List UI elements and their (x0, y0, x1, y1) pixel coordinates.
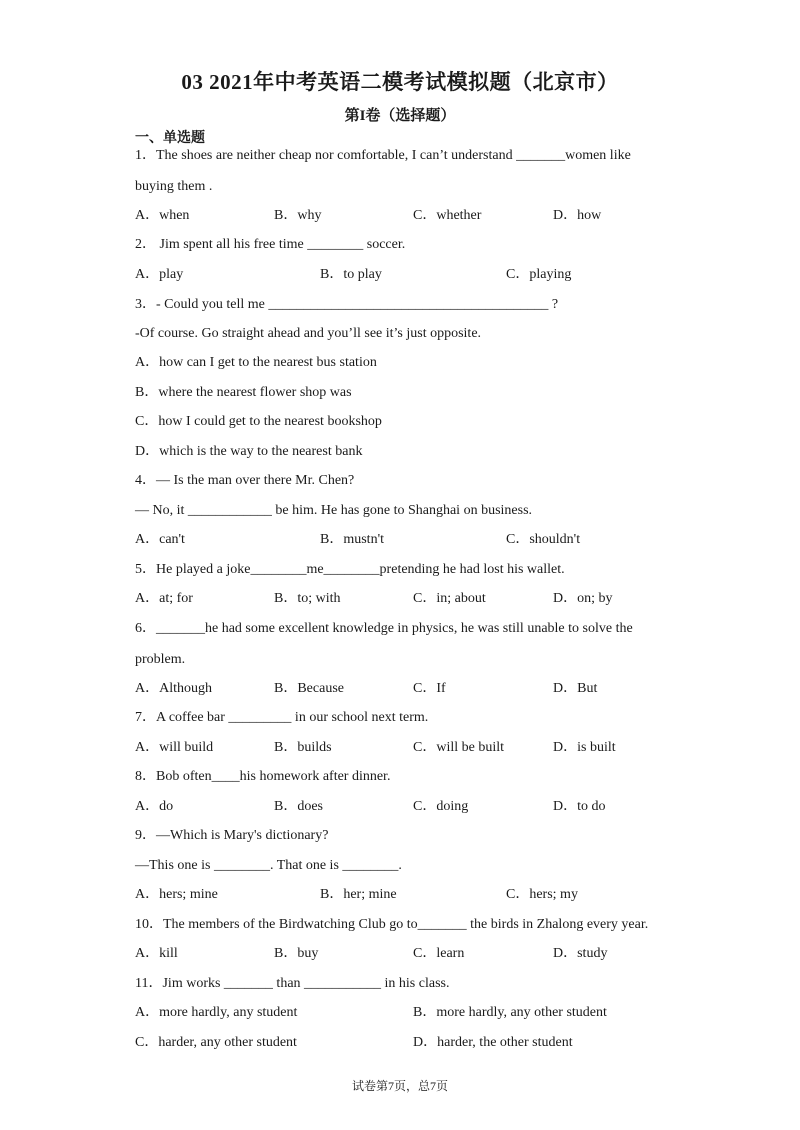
question-9-text-cont: —This one is ________. That one is ________. (135, 858, 402, 873)
question-3-option-a: A．how can I get to the nearest bus station (135, 355, 377, 370)
question-9-option-b: B．her; mine (320, 887, 397, 902)
question-1-option-d: D．how (553, 208, 602, 223)
question-9-option-a: A．hers; mine (135, 887, 218, 902)
question-6-option-c: C．If (413, 681, 446, 696)
question-11-option-b: B．more hardly, any other student (413, 1005, 607, 1020)
question-6-option-b: B．Because (274, 681, 344, 696)
question-6-text-cont: problem. (135, 652, 186, 667)
question-10-text: 10．The members of the Birdwatching Club go to_______ the birds in Zhalong every year. (135, 917, 649, 932)
question-10-option-b: B．buy (274, 946, 319, 961)
page-title: 03 2021年中考英语二模考试模拟题（北京市） (181, 70, 619, 94)
question-10-option-a: A．kill (135, 946, 178, 961)
question-5-option-a: A．at; for (135, 591, 193, 606)
question-2-text: 2． Jim spent all his free time ________ soccer. (135, 237, 406, 252)
page-footer: 试卷第7页，总7页 (351, 1079, 448, 1093)
question-11-option-a: A．more hardly, any student (135, 1005, 298, 1020)
question-2-option-a: A．play (135, 267, 184, 282)
question-6-option-d: D．But (553, 681, 598, 696)
question-5-text: 5．He played a joke________me________pretending he had lost his wallet. (135, 562, 565, 577)
question-4-option-b: B．mustn't (320, 532, 384, 547)
question-9-text: 9．—Which is Mary's dictionary? (135, 828, 329, 843)
question-4-option-a: A．can't (135, 532, 185, 547)
question-7-text: 7．A coffee bar _________ in our school next term. (135, 710, 429, 725)
question-5-option-d: D．on; by (553, 591, 613, 606)
question-9-option-c: C．hers; my (506, 887, 578, 902)
question-10-option-c: C．learn (413, 946, 465, 961)
question-2-option-c: C．playing (506, 267, 572, 282)
question-3-option-d: D．which is the way to the nearest bank (135, 444, 363, 459)
question-3-text-cont: -Of course. Go straight ahead and you’ll see it’s just opposite. (135, 326, 482, 341)
question-10-option-d: D．study (553, 946, 608, 961)
question-1-text: 1．The shoes are neither cheap nor comfortable, I can’t understand _______women like (135, 148, 631, 163)
question-1-option-a: A．when (135, 208, 190, 223)
question-1-option-c: C．whether (413, 208, 482, 223)
question-3-option-c: C．how I could get to the nearest bookshop (135, 414, 382, 429)
question-5-option-b: B．to; with (274, 591, 341, 606)
question-8-option-d: D．to do (553, 799, 606, 814)
question-6-text: 6．_______he had some excellent knowledge in physics, he was still unable to solve the (135, 621, 633, 636)
question-1-option-b: B．why (274, 208, 322, 223)
question-3-text: 3．- Could you tell me ________________________________________ ? (135, 297, 559, 312)
part-subtitle: 第I卷（选择题） (344, 108, 456, 124)
question-1-text-cont: buying them . (135, 179, 213, 194)
question-8-option-c: C．doing (413, 799, 469, 814)
question-6-option-a: A．Although (135, 681, 212, 696)
question-4-text: 4．— Is the man over there Mr. Chen? (135, 473, 355, 488)
question-11-option-d: D．harder, the other student (413, 1035, 573, 1050)
question-8-text: 8．Bob often____his homework after dinner. (135, 769, 391, 784)
question-7-option-c: C．will be built (413, 740, 504, 755)
question-4-text-cont: — No, it ____________ be him. He has gone to Shanghai on business. (135, 503, 533, 518)
question-5-option-c: C．in; about (413, 591, 486, 606)
question-4-option-c: C．shouldn't (506, 532, 581, 547)
question-11-text: 11．Jim works _______ than ___________ in his class. (135, 976, 450, 991)
question-8-option-b: B．does (274, 799, 323, 814)
question-11-option-c: C．harder, any other student (135, 1035, 297, 1050)
question-2-option-b: B．to play (320, 267, 382, 282)
question-8-option-a: A．do (135, 799, 174, 814)
question-7-option-a: A．will build (135, 740, 214, 755)
question-7-option-b: B．builds (274, 740, 332, 755)
question-3-option-b: B．where the nearest flower shop was (135, 385, 352, 400)
section-heading: 一、单选题 (135, 131, 205, 146)
question-7-option-d: D．is built (553, 740, 616, 755)
